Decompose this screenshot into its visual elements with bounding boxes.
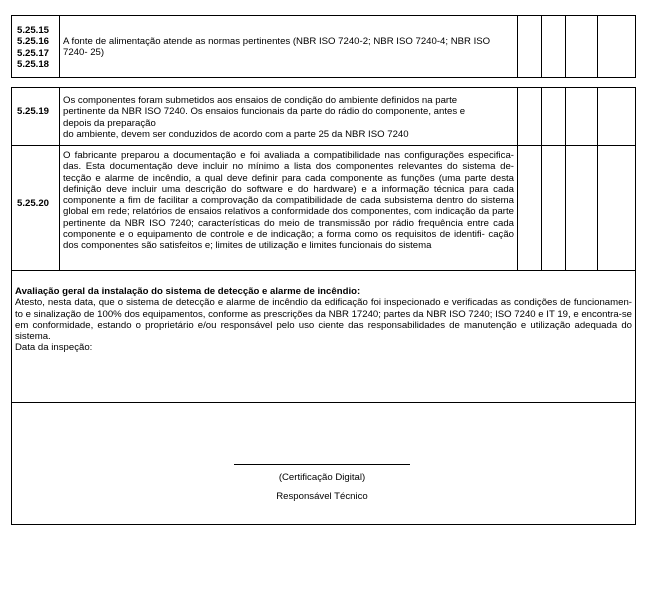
check-cell[interactable] bbox=[566, 16, 597, 77]
check-cell[interactable] bbox=[598, 88, 635, 145]
table-1 bbox=[11, 15, 636, 78]
check-cell[interactable] bbox=[518, 146, 541, 270]
evaluation-section bbox=[15, 286, 632, 354]
item-description: A fonte de alimentação atende as normas pertinentes (NBR ISO 7240-2; NBR ISO 7240-4; NBR ISO 7240- 25) bbox=[63, 36, 491, 59]
description-line: do ambiente, devem ser conduzidos de acordo com a parte 25 da NBR ISO 7240 bbox=[63, 128, 409, 140]
item-code: 5.25.16 bbox=[17, 36, 50, 48]
check-cell[interactable] bbox=[566, 146, 597, 270]
item-code: 5.25.19 bbox=[17, 106, 50, 117]
evaluation-heading: Avaliação geral da instalação do sistema de detecção e alarme de incêndio: bbox=[15, 286, 361, 297]
responsible-label: Responsável Técnico bbox=[276, 491, 368, 502]
item-code: 5.25.20 bbox=[17, 198, 50, 209]
check-cell[interactable] bbox=[542, 88, 565, 145]
check-cell[interactable] bbox=[566, 88, 597, 145]
check-cell[interactable] bbox=[542, 16, 565, 77]
check-cell[interactable] bbox=[518, 16, 541, 77]
check-cell[interactable] bbox=[598, 16, 635, 77]
item-codes bbox=[17, 25, 59, 70]
divider bbox=[59, 15, 60, 78]
description-line: Os componentes foram submetidos aos ensaios de condição do ambiente definidos na parte bbox=[63, 95, 458, 106]
item-code: 5.25.15 bbox=[17, 25, 50, 36]
divider bbox=[11, 402, 636, 403]
divider bbox=[11, 270, 636, 271]
inspection-date-label: Data da inspeção: bbox=[15, 342, 93, 354]
item-code: 5.25.18 bbox=[17, 58, 50, 70]
signature-line[interactable] bbox=[234, 464, 410, 465]
divider bbox=[59, 87, 60, 271]
description-line: depois da preparação bbox=[63, 117, 156, 129]
check-cell[interactable] bbox=[518, 88, 541, 145]
certification-label: (Certificação Digital) bbox=[278, 472, 366, 483]
item-description: O fabricante preparou a documentação e foi avaliada a compatibilidade nas configurações especifica- das. Esta documentação deve incluir no mínimo a lista dos componentes relevantes do sistema de- tecção e alarme de incêndio, a qual deve definir para cada componente as funções (uma parte desta definição deve incluir uma descrição do software e do hardware) e a informação técnica para cada componente a fim de facilitar a comprovação da compatibilidade de cada subsistema dentro do sistema global em rede; relatórios de ensaios relativos a conformidade dos componentes, com indicação da parte pertinente da NBR ISO 7240; características do meio de transmissão por rádio frequência entre cada componente e o equipamento de controle e de indicação; a forma como os requisitos de identifi- cação dos componentes são satisfeitos e; limites de utilização e limites funcionais do sistema bbox=[63, 150, 514, 252]
check-cell[interactable] bbox=[598, 146, 635, 270]
item-code: 5.25.17 bbox=[17, 47, 50, 59]
evaluation-body: Atesto, nesta data, que o sistema de detecção e alarme de incêndio da edificação foi inspecionado e verificadas as condições de funcionamen- to e sinalização de 100% dos equipamentos, conforme as prescrições da NBR 17240; partes da NBR ISO 7240; ISO 7240 e IT 19, e encontra-se em conformidade, estando o proprietário e/ou responsável pelo uso ciente das responsabilidades de manutenção e utilização adequada do sistema. bbox=[15, 297, 632, 343]
check-cell[interactable] bbox=[542, 146, 565, 270]
table-2 bbox=[11, 87, 636, 525]
item-description bbox=[63, 95, 515, 140]
description-line: pertinente da NBR ISO 7240. Os ensaios funcionais da parte do rádio do componente, antes e bbox=[63, 106, 466, 118]
